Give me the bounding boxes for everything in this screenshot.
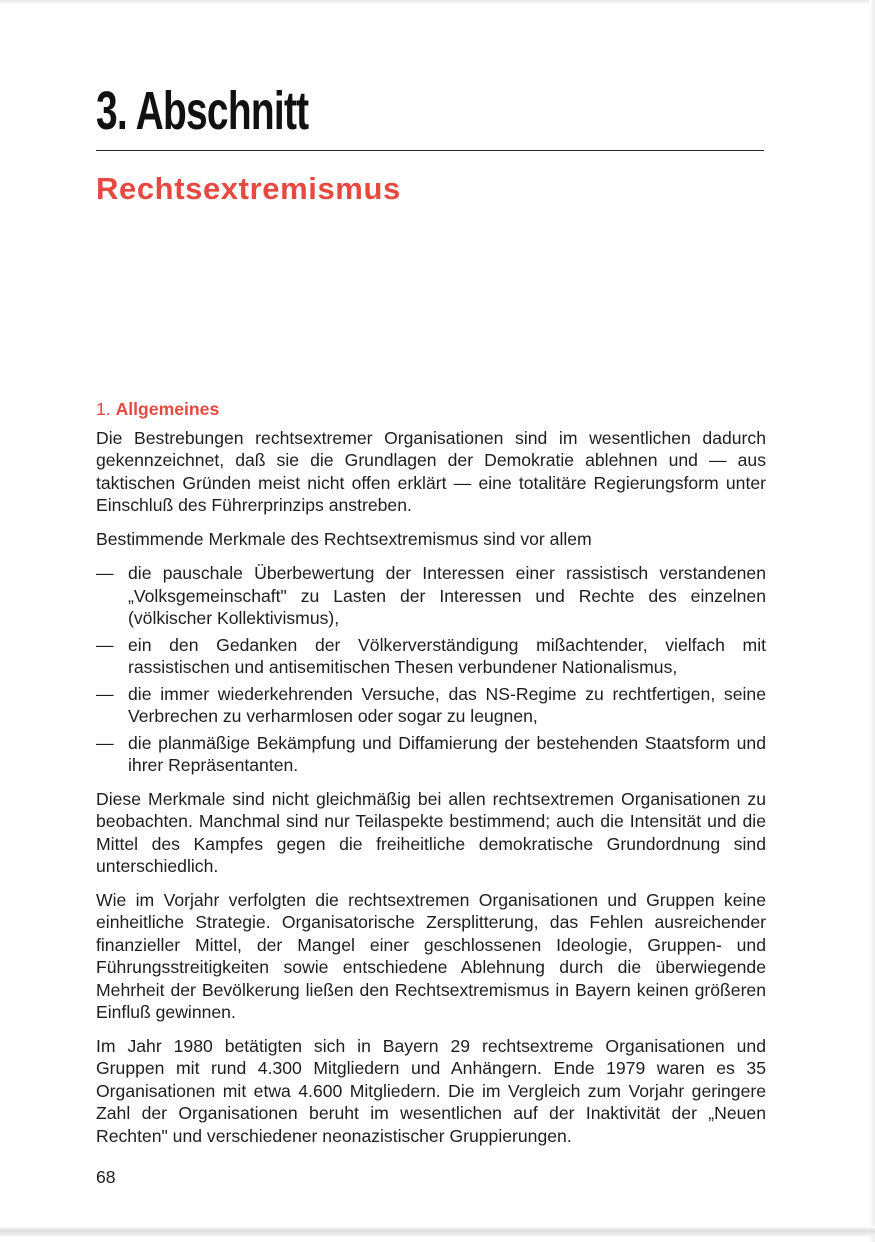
list-item — [96, 634, 766, 679]
paragraph-intro: Die Bestrebungen rechtsextremer Organisationen sind im wesentlichen dadurch gekennzeichnet, daß sie die Grundlagen der Demokratie ablehnen und — aus taktischen Gründen meist nicht offen erklärt — eine totalitäre Regierungsform unter Einschluß des Führerprinzips anstreben. — [96, 427, 766, 515]
subheading — [96, 398, 766, 421]
section-title: Rechtsextremismus — [96, 171, 401, 206]
heading-rule — [96, 150, 764, 151]
characteristics-list — [96, 562, 766, 777]
page-number: 68 — [96, 1167, 116, 1187]
paragraph-numbers: Im Jahr 1980 betätigten sich in Bayern 29 rechtsextreme Organisationen und Gruppen mit rund 4.300 Mitgliedern und Anhängern. Ende 1979 waren es 35 Organisationen mit etwa 4.600 Mitgliedern. Die im Vergleich zum Vorjahr geringere Zahl der Organisationen beruht im wesentlichen auf der Inaktivität der „Neuen Rechten" und verschiedener neonazistischer Gruppierungen. — [96, 1035, 766, 1146]
list-item-text: die pauschale Überbewertung der Interessen einer rassistisch verstandenen „Volksgemeinschaft" zu Lasten der Interessen und Rechte des einzelnen (völkischer Kollektivismus), — [128, 563, 766, 628]
dash-marker: — — [96, 683, 114, 704]
dash-marker: — — [96, 563, 114, 583]
section-number-heading: 3. Abschnitt — [96, 81, 309, 141]
list-item — [96, 683, 766, 728]
dash-marker: — — [96, 634, 114, 655]
list-item-text: die immer wiederkehrenden Versuche, das NS-Regime zu rechtfertigen, seine Verbrechen zu verharmlosen oder sogar zu leugnen, — [128, 683, 766, 726]
list-item-text: ein den Gedanken der Völkerverständigung mißachtender, vielfach mit rassistischen und antisemitischen Thesen verbundener Nationalismus, — [128, 634, 766, 677]
main-content — [96, 398, 766, 1158]
paragraph-strategy: Wie im Vorjahr verfolgten die rechtsextremen Organisationen und Gruppen keine einheitliche Strategie. Organisatorische Zersplitterung, das Fehlen ausreichender finanzieller Mittel, der Mangel einer geschlossenen Ideologie, Gruppen- und Führungsstreitigkeiten sowie entschiedene Ablehnung durch die überwiegende Mehrheit der Bevölkerung ließen den Rechtsextremismus in Bayern keinen größeren Einfluß gewinnen. — [96, 889, 766, 1022]
list-item — [96, 732, 766, 777]
subheading-number: 1. — [96, 399, 111, 419]
dash-marker: — — [96, 732, 114, 753]
subheading-label: Allgemeines — [115, 399, 220, 419]
list-item-text: die planmäßige Bekämpfung und Diffamierung der bestehenden Staatsform und ihrer Repräsentanten. — [128, 732, 766, 775]
page-edge-top — [0, 0, 875, 4]
page-edge-right — [869, 0, 875, 1242]
paragraph-after-list: Diese Merkmale sind nicht gleichmäßig bei allen rechtsextremen Organisationen zu beobachten. Manchmal sind nur Teilaspekte bestimmend; auch die Intensität und die Mittel des Kampfes gegen die freiheitliche demokratische Grundordnung sind unterschiedlich. — [96, 788, 766, 876]
page-edge-bottom — [0, 1226, 875, 1236]
list-item — [96, 562, 766, 630]
paragraph-lead-in: Bestimmende Merkmale des Rechtsextremismus sind vor allem — [96, 528, 592, 549]
